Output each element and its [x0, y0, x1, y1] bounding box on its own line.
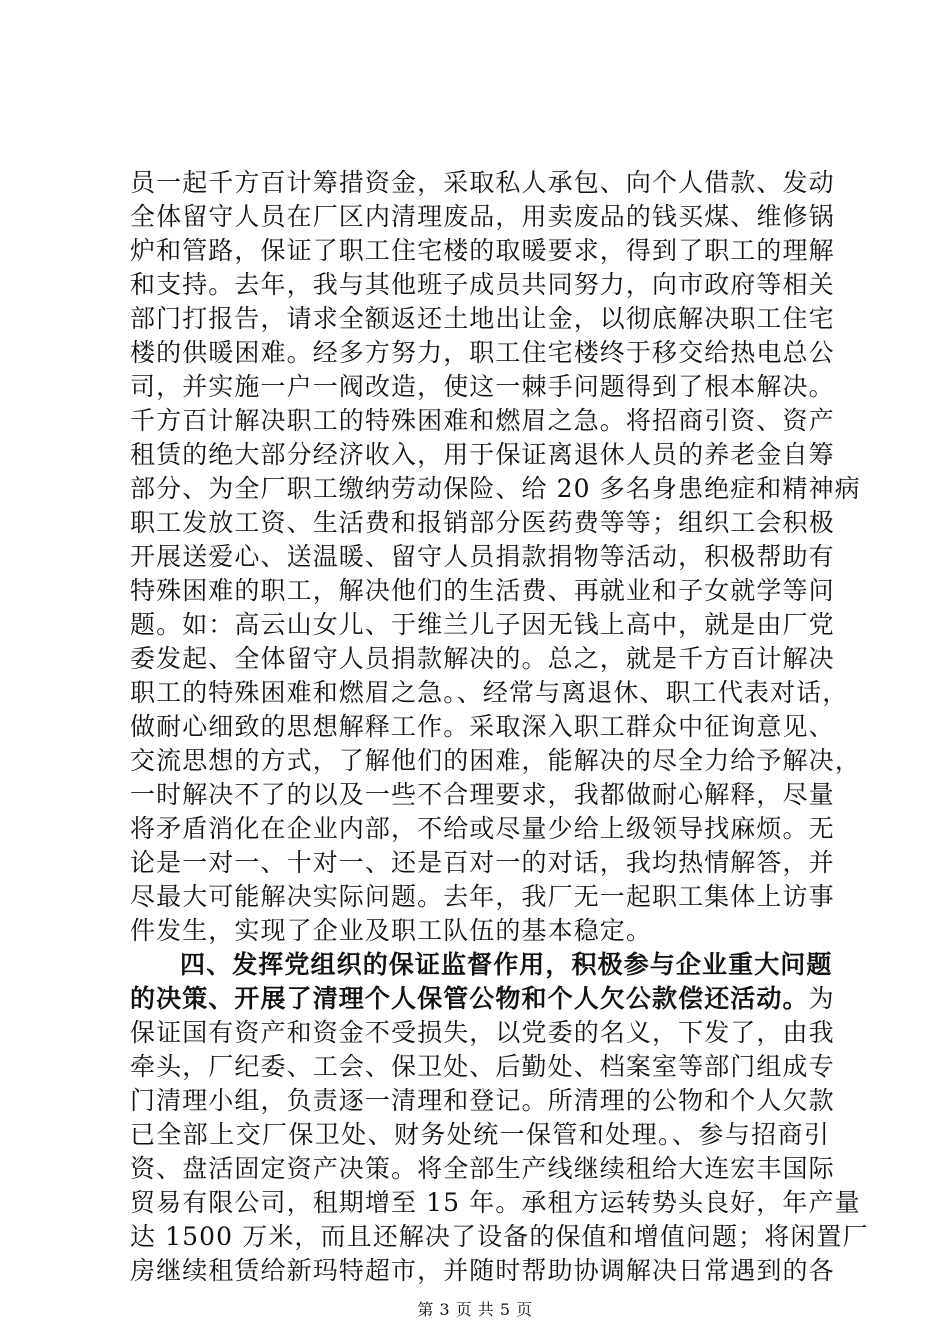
section-4-heading-text: 的决策、开展了清理个人保管公物和个人欠公款偿还活动。	[130, 984, 809, 1013]
text-line: 千方百计解决职工的特殊困难和燃眉之急。将招商引资、资产	[130, 406, 835, 435]
text-line: 贸易有限公司，租期增至 15 年。承租方运转势头良好，年产量	[130, 1188, 861, 1217]
text-line: 做耐心细致的思想解释工作。采取深入职工群众中征询意见、	[130, 712, 835, 741]
text-line: 门清理小组，负责逐一清理和登记。所清理的公物和个人欠款	[130, 1086, 835, 1115]
text-line: 部门打报告，请求全额返还土地出让金，以彻底解决职工住宅	[130, 304, 835, 333]
text-line: 件发生，实现了企业及职工队伍的基本稳定。	[130, 916, 653, 945]
text-line: 委发起、全体留守人员捐款解决的。总之，就是千方百计解决	[130, 644, 835, 673]
text-line: 房继续租赁给新玛特超市，并随时帮助协调解决日常遇到的各	[130, 1256, 835, 1285]
text-line: 一时解决不了的以及一些不合理要求，我都做耐心解释，尽量	[130, 780, 835, 809]
section-4-body-start: 为	[808, 984, 835, 1013]
document-body	[130, 166, 869, 1288]
text-line: 将矛盾消化在企业内部，不给或尽量少给上级领导找麻烦。无	[130, 814, 835, 843]
text-line: 全体留守人员在厂区内清理废品，用卖废品的钱买煤、维修锅	[130, 202, 835, 231]
section-4-heading-line-2	[130, 982, 835, 1016]
section-4-paragraph	[130, 948, 869, 1288]
text-line: 楼的供暖困难。经多方努力，职工住宅楼终于移交给热电总公	[130, 338, 835, 367]
text-line: 员一起千方百计筹措资金，采取私人承包、向个人借款、发动	[130, 168, 835, 197]
text-line: 特殊困难的职工，解决他们的生活费、再就业和子女就学等问	[130, 576, 835, 605]
text-line: 部分、为全厂职工缴纳劳动保险、给 20 多名身患绝症和精神病	[130, 474, 861, 503]
text-line: 开展送爱心、送温暖、留守人员捐款捐物等活动，积极帮助有	[130, 542, 835, 571]
text-line: 尽最大可能解决实际问题。去年，我厂无一起职工集体上访事	[130, 882, 835, 911]
text-line: 题。如：高云山女儿、于维兰儿子因无钱上高中，就是由厂党	[130, 610, 835, 639]
paragraph-continuation	[130, 166, 861, 948]
text-line: 职工发放工资、生活费和报销部分医药费等等；组织工会积极	[130, 508, 835, 537]
text-line: 职工的特殊困难和燃眉之急。、经常与离退休、职工代表对话，	[130, 678, 849, 707]
text-line: 牵头，厂纪委、工会、保卫处、后勤处、档案室等部门组成专	[130, 1052, 835, 1081]
text-line: 交流思想的方式，了解他们的困难，能解决的尽全力给予解决，	[130, 746, 861, 775]
text-line: 保证国有资产和资金不受损失，以党委的名义，下发了，由我	[130, 1018, 835, 1047]
text-line: 租赁的绝大部分经济收入，用于保证离退休人员的养老金自筹	[130, 440, 835, 469]
text-line: 已全部上交厂保卫处、财务处统一保管和处理。、参与招商引	[130, 1120, 830, 1149]
text-line: 炉和管路，保证了职工住宅楼的取暖要求，得到了职工的理解	[130, 236, 835, 265]
text-line: 论是一对一、十对一、还是百对一的对话，我均热情解答，并	[130, 848, 835, 877]
text-line: 资、盘活固定资产决策。将全部生产线继续租给大连宏丰国际	[130, 1154, 835, 1183]
section-4-heading-line-1: 四、发挥党组织的保证监督作用，积极参与企业重大问题	[180, 950, 833, 979]
section-4-body	[130, 1016, 869, 1288]
page-footer: 第 3 页 共 5 页	[417, 1300, 533, 1319]
text-line: 司，并实施一户一阀改造，使这一棘手问题得到了根本解决。	[130, 372, 835, 401]
text-line: 达 1500 万米，而且还解决了设备的保值和增值问题；将闲置厂	[130, 1222, 869, 1251]
text-line: 和支持。去年，我与其他班子成员共同努力，向市政府等相关	[130, 270, 835, 299]
